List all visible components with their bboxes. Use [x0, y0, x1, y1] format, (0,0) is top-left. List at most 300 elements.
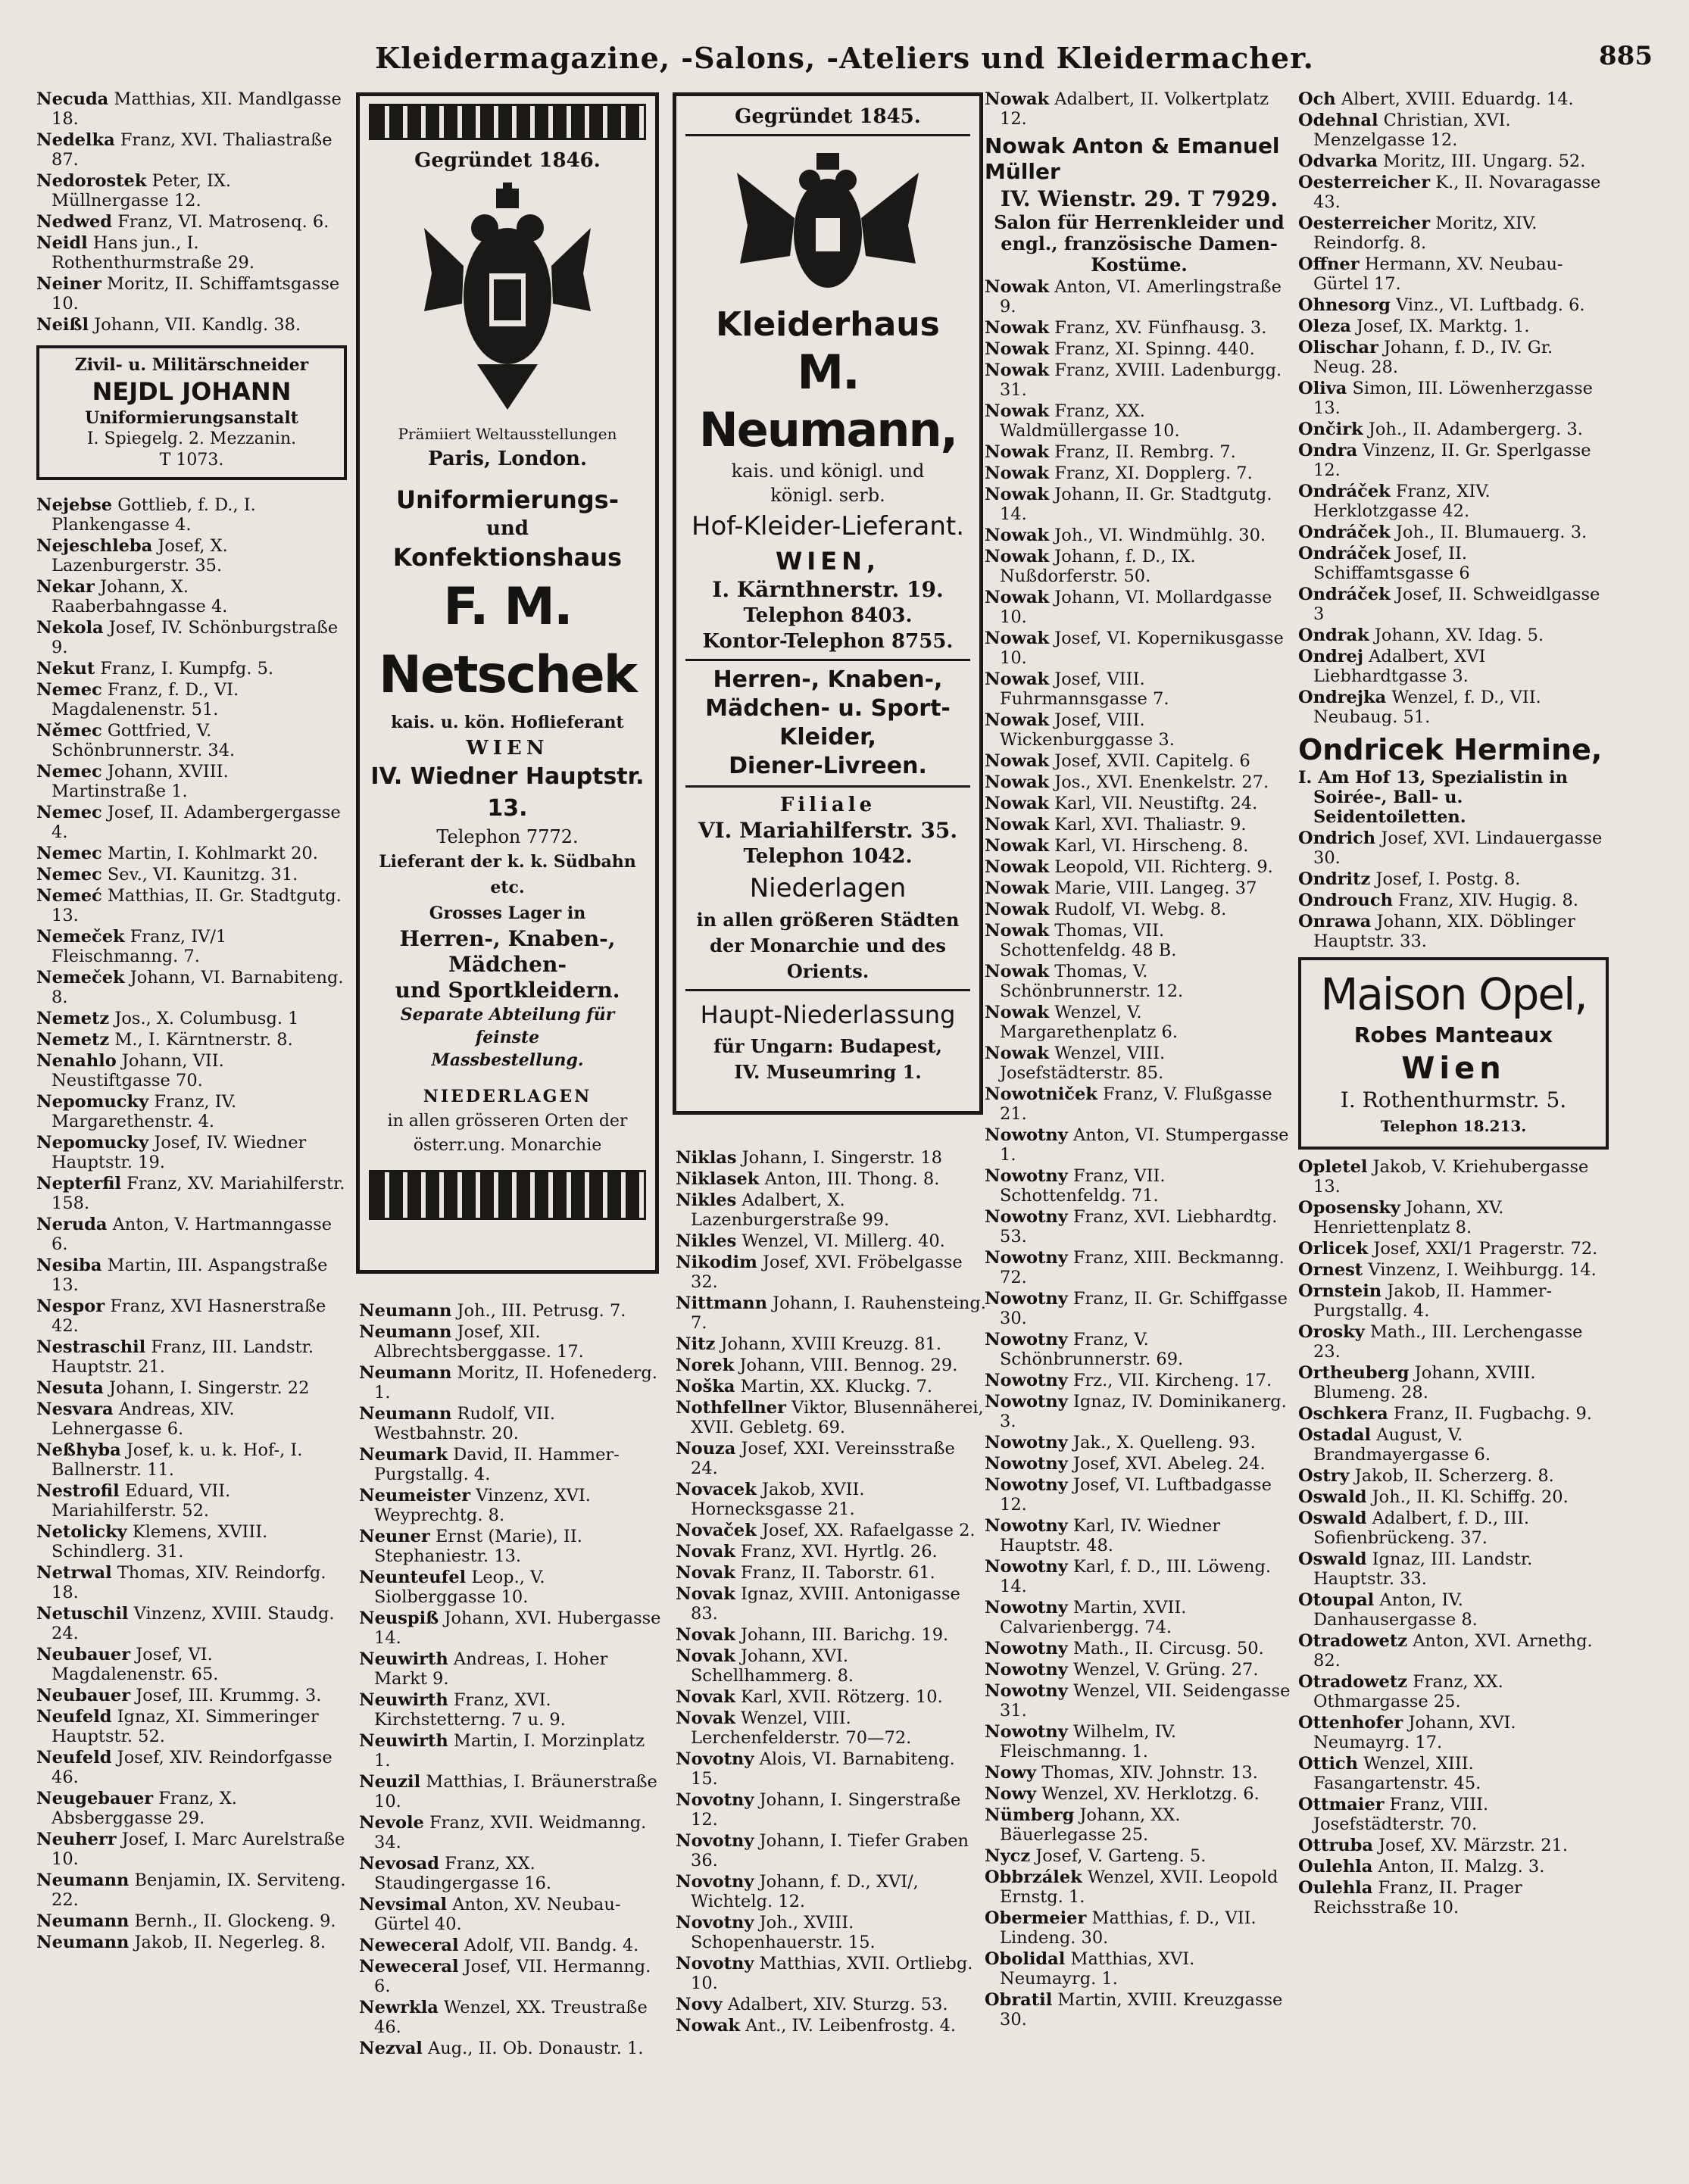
- list-item: [676, 1625, 986, 1645]
- entry-details: Joh., III. Petrusg. 7.: [457, 1301, 626, 1321]
- list-item: [1298, 254, 1609, 294]
- column-1: [36, 89, 347, 2164]
- list-item: [985, 794, 1294, 813]
- entry-surname: Neunteufel: [359, 1568, 467, 1587]
- list-item: [1298, 1631, 1609, 1671]
- entry-details: Franz, VII. Schottenfeldg. 71.: [1000, 1166, 1166, 1206]
- list-item: [985, 1949, 1294, 1989]
- entry-surname: Nenahlo: [36, 1051, 117, 1071]
- list-item: [676, 1293, 986, 1333]
- list-item: [985, 1990, 1294, 2030]
- ondricek-name: Ondricek Hermine,: [1298, 733, 1603, 766]
- list-item: [1298, 1157, 1609, 1197]
- entry-details: Andreas, I. Hoher Markt 9.: [374, 1649, 608, 1689]
- entry-surname: Nowotny: [985, 1207, 1068, 1227]
- entry-details: Thomas, XIV. Reindorfg. 18.: [52, 1563, 326, 1602]
- list-item: [985, 751, 1294, 771]
- entry-details: Franz, V. Schönbrunnerstr. 69.: [1000, 1330, 1184, 1369]
- list-item: [36, 659, 347, 679]
- entry-surname: Nowy: [985, 1763, 1037, 1783]
- list-item: [36, 1009, 347, 1028]
- list-item: [985, 1846, 1294, 1866]
- entry-surname: Nouza: [676, 1439, 736, 1459]
- entry-details: Jakob, II. Negerleg. 8.: [134, 1933, 326, 1952]
- entry-surname: Nedwed: [36, 212, 113, 232]
- entry-surname: Nepomucky: [36, 1092, 149, 1112]
- list-item: [1298, 111, 1609, 150]
- list-item: [36, 886, 347, 925]
- list-item: [985, 588, 1294, 627]
- list-item: [359, 1322, 662, 1362]
- list-item: [1298, 338, 1609, 377]
- list-item: [985, 1660, 1294, 1680]
- entry-details: Gottfried, V. Schönbrunnerstr. 34.: [52, 721, 236, 760]
- neumann-line3: königl. serb.: [770, 485, 885, 506]
- entry-details: Johann, XVIII. Blumeng. 28.: [1313, 1363, 1536, 1402]
- entry-surname: Nowak: [985, 1044, 1050, 1063]
- netschek-founded: Gegründet 1846.: [414, 149, 601, 172]
- list-item: [1298, 89, 1609, 109]
- netschek-line13: österr.ung. Monarchie: [413, 1136, 602, 1155]
- double-eagle-icon: [424, 183, 591, 410]
- list-item: [36, 927, 347, 966]
- entry-surname: Neumann: [36, 1911, 130, 1931]
- entry-details: Ignaz, IV. Dominikanerg. 3.: [1000, 1392, 1287, 1431]
- entry-details: Ignaz, XVIII. Antonigasse 83.: [691, 1584, 960, 1624]
- entry-surname: Obolidal: [985, 1949, 1066, 1969]
- entry-surname: Oswald: [1298, 1509, 1367, 1528]
- list-item: [985, 1639, 1294, 1658]
- list-item: [359, 1445, 662, 1484]
- entry-surname: Oulehla: [1298, 1878, 1373, 1898]
- netschek-line7: Herren-, Knaben-, Mädchen-: [399, 926, 616, 977]
- list-item: [359, 1936, 662, 1955]
- netschek-phone: Telephon 7772.: [436, 826, 579, 847]
- entry-details: Josef, XII. Albrechtsberggasse. 17.: [374, 1322, 584, 1362]
- entry-details: Vinzenz, XVIII. Staudg. 24.: [52, 1604, 335, 1643]
- entry-details: Josef, VI. Luftbadgasse 12.: [1000, 1475, 1272, 1515]
- entry-details: Klemens, XVIII. Schindlerg. 31.: [52, 1522, 268, 1562]
- list-item: [359, 1731, 662, 1771]
- list-item: [676, 1190, 986, 1230]
- entry-details: Johann, VIII. Bennog. 29.: [739, 1356, 958, 1375]
- entry-surname: Neiner: [36, 274, 101, 294]
- entry-details: Josef, VIII. Fuhrmannsgasse 7.: [1000, 669, 1169, 709]
- entry-surname: Ostadal: [1298, 1425, 1372, 1445]
- entry-surname: Nowotny: [985, 1660, 1068, 1680]
- entry-surname: Neumann: [359, 1404, 452, 1424]
- neumann-line4: Hof-Kleider-Lieferant.: [691, 511, 965, 541]
- list-item: [36, 1296, 347, 1336]
- entry-surname: Obbrzálek: [985, 1867, 1082, 1887]
- entry-surname: Nesvara: [36, 1399, 114, 1419]
- list-item: [359, 1998, 662, 2037]
- entry-surname: Novak: [676, 1646, 735, 1666]
- entry-surname: Nittmann: [676, 1293, 768, 1313]
- entry-details: Franz, XVI. Liebhardtg. 53.: [1000, 1207, 1278, 1246]
- entry-details: Wenzel, XX. Treustraße 46.: [374, 1998, 648, 2037]
- entry-surname: Nowy: [985, 1784, 1037, 1804]
- entry-surname: Offner: [1298, 254, 1360, 274]
- entry-surname: Neuherr: [36, 1830, 117, 1849]
- list-item: [676, 1872, 986, 1911]
- opel-sub: Robes Manteaux: [1353, 1022, 1553, 1047]
- list-item: [1298, 523, 1609, 542]
- entry-details: Franz, III. Landstr. Hauptstr. 21.: [52, 1337, 314, 1377]
- entry-surname: Netolicky: [36, 1522, 127, 1542]
- neumann-name: M. Neumann,: [698, 345, 957, 457]
- list-item: [1298, 1239, 1609, 1259]
- list-item: [1298, 1198, 1609, 1237]
- entry-surname: Neumann: [359, 1322, 452, 1342]
- list-item: [1298, 1836, 1609, 1855]
- list-item: [36, 212, 347, 232]
- entry-surname: Ondrouch: [1298, 891, 1393, 910]
- entry-surname: Nezval: [359, 2039, 423, 2058]
- entry-surname: Oschkera: [1298, 1404, 1388, 1424]
- entry-surname: Newrkla: [359, 1998, 439, 2017]
- list-item: [36, 1256, 347, 1295]
- entry-details: Josef, XV. Märzstr. 21.: [1378, 1836, 1568, 1855]
- list-item: [676, 1398, 986, 1437]
- entry-details: Gottlieb, f. D., I. Plankengasse 4.: [52, 495, 256, 535]
- entry-details: Adalbert, XVI Liebhardtgasse 3.: [1313, 647, 1486, 686]
- list-item: [676, 1831, 986, 1870]
- entry-surname: Olischar: [1298, 338, 1378, 357]
- entry-surname: Orlicek: [1298, 1239, 1369, 1259]
- entry-surname: Nespor: [36, 1296, 105, 1316]
- entry-details: Franz, XVII. Weidmanng. 34.: [374, 1813, 647, 1852]
- list-item: [36, 495, 347, 535]
- list-item: [1298, 544, 1609, 583]
- entry-details: Johann, XIX. Döblinger Hauptstr. 33.: [1313, 912, 1575, 951]
- list-item: [359, 1957, 662, 1996]
- list-item: [1298, 688, 1609, 727]
- list-item: [36, 1174, 347, 1213]
- list-item: [36, 1830, 347, 1869]
- entry-details: Moritz, XIV. Reindorfg. 8.: [1313, 214, 1538, 253]
- entry-details: Josef, IX. Marktg. 1.: [1356, 317, 1530, 336]
- list-item: [36, 1133, 347, 1172]
- entry-details: Franz, II. Rembrg. 7.: [1054, 442, 1236, 462]
- list-item: [985, 1598, 1294, 1637]
- entry-details: Karl, IV. Wiedner Hauptstr. 48.: [1000, 1516, 1221, 1555]
- nejdl-ad-line4: I. Spiegelg. 2. Mezzanin.: [86, 429, 297, 448]
- entry-surname: Necuda: [36, 89, 109, 109]
- list-item: [36, 89, 347, 129]
- list-item: [985, 1784, 1294, 1804]
- entry-details: K., II. Novaragasse 43.: [1313, 173, 1601, 212]
- entry-details: Thomas, VII. Schottenfeldg. 48 B.: [1000, 921, 1177, 960]
- list-item: [36, 1789, 347, 1828]
- entry-surname: Ornstein: [1298, 1281, 1382, 1301]
- list-item: [985, 401, 1294, 441]
- entry-details: Johann, X. Raaberbahngasse 4.: [52, 577, 228, 616]
- list-item: [676, 1790, 986, 1830]
- entry-surname: Ondrak: [1298, 626, 1369, 645]
- list-item: [985, 1475, 1294, 1515]
- netschek-address: IV. Wiedner Hauptstr. 13.: [370, 763, 645, 822]
- entry-details: Jak., X. Quelleng. 93.: [1072, 1433, 1256, 1452]
- entry-surname: Nikles: [676, 1231, 737, 1251]
- list-item: [676, 1563, 986, 1583]
- list-item: [985, 1867, 1294, 1907]
- list-item: [1298, 626, 1609, 645]
- netschek-line1: Uniformierungs-: [395, 485, 619, 514]
- entry-details: Josef, II. Schiffamtsgasse 6: [1313, 544, 1470, 583]
- list-item: [1298, 295, 1609, 315]
- page-title: Kleidermagazine, -Salons, -Ateliers und Kleidermacher.: [375, 41, 1314, 75]
- neumann-ad: [673, 92, 983, 1115]
- entry-surname: Nesiba: [36, 1256, 102, 1275]
- entry-surname: Nikodim: [676, 1253, 757, 1272]
- entry-details: Matthias, II. Gr. Stadtgutg. 13.: [52, 886, 342, 925]
- list-item: [985, 669, 1294, 709]
- entry-surname: Neuwirth: [359, 1690, 448, 1710]
- netschek-line11: NIEDERLAGEN: [423, 1087, 592, 1106]
- entry-details: Franz, V. Flußgasse 21.: [1000, 1084, 1272, 1124]
- list-item: [1298, 1466, 1609, 1486]
- entry-surname: Nesuta: [36, 1378, 104, 1398]
- neumann-founded: Gegründet 1845.: [735, 105, 921, 128]
- entry-surname: Neufeld: [36, 1748, 112, 1767]
- list-item: [676, 2016, 986, 2036]
- neumann-line9: Filiale: [779, 794, 876, 816]
- entry-surname: Ondráček: [1298, 544, 1391, 563]
- entry-surname: Novotny: [676, 1831, 754, 1851]
- entry-details: Johann, VI. Mollardgasse 10.: [1000, 588, 1272, 627]
- entry-surname: Neumann: [36, 1870, 130, 1890]
- netschek-name: F. M. Netschek: [378, 577, 637, 705]
- entry-surname: Nowotny: [985, 1166, 1068, 1186]
- entry-details: Aug., II. Ob. Donaustr. 1.: [428, 2039, 644, 2058]
- entry-surname: Nowak: [985, 710, 1050, 730]
- entry-details: Josef, XVI. Lindauergasse 30.: [1313, 828, 1603, 868]
- entry-details: Wenzel, VI. Millerg. 40.: [741, 1231, 945, 1251]
- entry-details: Jakob, II. Hammer-Purgstallg. 4.: [1313, 1281, 1553, 1321]
- entry-surname: Ondritz: [1298, 869, 1371, 889]
- list-item: [36, 1030, 347, 1050]
- list-item: [985, 710, 1294, 750]
- entry-surname: Nevosad: [359, 1854, 439, 1874]
- netschek-ad: [356, 92, 659, 1274]
- entry-surname: Nemec: [36, 865, 102, 885]
- entry-surname: Neumann: [359, 1363, 452, 1383]
- ornament-band-top: [369, 104, 646, 140]
- entry-details: Johann, VII. Neustiftgasse 70.: [52, 1051, 224, 1090]
- neumann-line7: Kleider,: [779, 724, 876, 750]
- list-item: [676, 1646, 986, 1686]
- entry-surname: Nowotny: [985, 1516, 1068, 1536]
- entry-surname: Novak: [676, 1584, 735, 1604]
- entry-details: Johann, XV. Idag. 5.: [1374, 626, 1544, 645]
- entry-details: M., I. Kärntnerstr. 8.: [114, 1030, 293, 1050]
- entry-surname: Nowotny: [985, 1681, 1068, 1701]
- entry-surname: Neufeld: [36, 1707, 112, 1727]
- entry-surname: Nowotniček: [985, 1084, 1097, 1104]
- list-item: [36, 171, 347, 211]
- list-item: [36, 1748, 347, 1787]
- entry-details: Johann, XVIII Kreuzg. 81.: [720, 1334, 942, 1354]
- entry-surname: Novak: [676, 1687, 735, 1707]
- list-item: [985, 485, 1294, 524]
- entry-details: Jos., XVI. Enenkelstr. 27.: [1054, 772, 1269, 792]
- entry-details: Matthias, XII. Mandlgasse 18.: [52, 89, 342, 129]
- list-item: [359, 1649, 662, 1689]
- entry-surname: Nemec: [36, 680, 102, 700]
- list-item: [676, 1708, 986, 1748]
- entry-surname: Nedelka: [36, 130, 115, 150]
- list-item: [1298, 1260, 1609, 1280]
- entry-details: Matthias, XVII. Ortliebg. 10.: [691, 1954, 973, 1993]
- entry-details: Wenzel, V. Margarethenplatz 6.: [1000, 1003, 1178, 1042]
- entry-details: Ernst (Marie), II. Stephaniestr. 13.: [374, 1527, 582, 1566]
- list-item: [36, 762, 347, 801]
- entry-details: Franz, IV/1 Fleischmanng. 7.: [52, 927, 227, 966]
- list-item: [1298, 1322, 1609, 1362]
- list-item: [1298, 379, 1609, 418]
- entry-surname: Nowotny: [985, 1330, 1068, 1349]
- col1-top-list: [36, 89, 347, 335]
- entry-surname: Nowak: [985, 485, 1050, 504]
- entry-surname: Nedorostek: [36, 171, 147, 191]
- entry-surname: Oulehla: [1298, 1857, 1373, 1877]
- entry-surname: Nowak: [985, 277, 1050, 297]
- entry-surname: Nevole: [359, 1813, 424, 1833]
- entry-surname: Nowak: [985, 836, 1050, 856]
- entry-surname: Ondráček: [1298, 585, 1391, 604]
- entry-details: Martin, XVII. Calvarienbergg. 74.: [1000, 1598, 1187, 1637]
- entry-details: Joh., II. Kl. Schiffg. 20.: [1372, 1487, 1569, 1507]
- entry-details: Johann, I. Singerstraße 12.: [691, 1790, 961, 1830]
- entry-details: Franz, X. Absberggasse 29.: [52, 1789, 237, 1828]
- entry-details: Anton, II. Malzg. 3.: [1378, 1857, 1545, 1877]
- entry-details: Thomas, XIV. Johnstr. 13.: [1041, 1763, 1258, 1783]
- entry-details: Johann, XVI. Hubergasse 14.: [374, 1608, 661, 1648]
- entry-surname: Neruda: [36, 1215, 108, 1234]
- entry-surname: Ostry: [1298, 1466, 1350, 1486]
- entry-surname: Nowak: [985, 526, 1050, 545]
- entry-surname: Nowak: [985, 857, 1050, 877]
- netschek-line12: in allen grösseren Orten der: [387, 1112, 628, 1131]
- entry-surname: Niklasek: [676, 1169, 760, 1189]
- entry-details: Josef, XXI. Vereinsstraße 24.: [691, 1439, 955, 1478]
- entry-surname: Neumeister: [359, 1486, 471, 1505]
- entry-details: Johann, f. D., IX. Nußdorferstr. 50.: [1000, 547, 1196, 586]
- list-item: [1298, 1857, 1609, 1877]
- netschek-expo2: Paris, London.: [427, 448, 588, 470]
- entry-surname: Nowak: [985, 900, 1050, 919]
- netschek-line2: und: [486, 517, 529, 540]
- entry-details: Josef, XVI. Fröbelgasse 32.: [691, 1253, 963, 1292]
- entry-details: Christian, XVI. Menzelgasse 12.: [1313, 111, 1511, 150]
- entry-details: Franz, XIII. Beckmanng. 72.: [1000, 1248, 1285, 1287]
- entry-details: Ignaz, III. Landstr. Hauptstr. 33.: [1313, 1549, 1533, 1589]
- entry-surname: Nowak: [985, 772, 1050, 792]
- entry-details: Johann, XX. Bäuerlegasse 25.: [1000, 1805, 1181, 1845]
- entry-surname: Nowak: [985, 360, 1050, 380]
- entry-surname: Nemec: [36, 844, 102, 863]
- entry-details: Adalbert, f. D., III. Sofienbrückeng. 37.: [1313, 1509, 1530, 1548]
- list-item: [985, 1125, 1294, 1165]
- entry-surname: Neugebauer: [36, 1789, 154, 1808]
- list-item: [36, 680, 347, 719]
- entry-surname: Ornest: [1298, 1260, 1363, 1280]
- entry-details: Franz, II. Taborstr. 61.: [740, 1563, 935, 1583]
- list-item: [985, 878, 1294, 898]
- entry-surname: Nowotny: [985, 1557, 1068, 1577]
- list-item: [676, 1253, 986, 1292]
- entry-details: Franz, XVI. Kirchstetterng. 7 u. 9.: [374, 1690, 566, 1730]
- list-item: [985, 1207, 1294, 1246]
- netschek-line4: kais. u. kön. Hoflieferant: [391, 713, 624, 732]
- entry-surname: Nowak: [985, 547, 1050, 566]
- entry-details: Matthias, XVI. Neumayrg. 1.: [1000, 1949, 1195, 1989]
- entry-surname: Němec: [36, 721, 102, 741]
- entry-surname: Ottmaier: [1298, 1795, 1385, 1814]
- entry-surname: Neumann: [36, 1933, 130, 1952]
- entry-details: Franz, XIV. Hugig. 8.: [1398, 891, 1578, 910]
- nejdl-ad-line3: Uniformierungsanstalt: [85, 408, 298, 428]
- list-item: [36, 233, 347, 273]
- entry-details: Josef, XX. Rafaelgasse 2.: [762, 1521, 976, 1540]
- neumann-line6: Mädchen- u. Sport-: [705, 695, 951, 722]
- list-item: [36, 274, 347, 314]
- entry-details: Martin, XX. Kluckg. 7.: [740, 1377, 933, 1396]
- netschek-city: WIEN: [466, 737, 549, 760]
- entry-details: Johann, VII. Kandlg. 38.: [94, 315, 301, 335]
- entry-surname: Ondrich: [1298, 828, 1376, 848]
- list-item: [359, 1895, 662, 1934]
- entry-details: Josef, k. u. k. Hof-, I. Ballnerstr. 11.: [52, 1440, 303, 1480]
- list-item: [676, 1995, 986, 2014]
- list-item: [985, 547, 1294, 586]
- list-item: [36, 721, 347, 760]
- entry-surname: Novotny: [676, 1749, 754, 1769]
- entry-details: Eduard, VII. Mariahilferstr. 52.: [52, 1481, 231, 1521]
- ondricek-text: I. Am Hof 13, Spezialistin in Soirée-, Ball- u. Seidentoiletten.: [1298, 768, 1569, 827]
- list-item: [985, 360, 1294, 400]
- entry-details: Simon, III. Löwenherzgasse 13.: [1313, 379, 1593, 418]
- entry-details: Adalbert, X. Lazenburgerstraße 99.: [691, 1190, 890, 1230]
- list-item: [36, 1522, 347, 1562]
- entry-surname: Nevsimal: [359, 1895, 448, 1914]
- list-item: [985, 1722, 1294, 1761]
- netschek-line6: Grosses Lager in: [429, 903, 586, 923]
- netschek-expo1: Prämiiert Weltausstellungen: [398, 425, 617, 443]
- entry-details: Anton, XVI. Arnethg. 82.: [1313, 1631, 1593, 1671]
- entry-surname: Ondrejka: [1298, 688, 1387, 707]
- entry-surname: Obermeier: [985, 1908, 1087, 1928]
- list-item: [1298, 1549, 1609, 1589]
- entry-details: Hermann, XV. Neubau-Gürtel 17.: [1313, 254, 1563, 294]
- entry-details: Vinzenz, II. Gr. Sperlgasse 12.: [1313, 441, 1591, 480]
- entry-details: Wenzel, VIII. Josefstädterstr. 85.: [1000, 1044, 1166, 1083]
- list-item: [1298, 1487, 1609, 1507]
- entry-surname: Obratil: [985, 1990, 1053, 2010]
- entry-surname: Nekut: [36, 659, 95, 679]
- entry-surname: Ondráček: [1298, 482, 1391, 501]
- list-item: [36, 1378, 347, 1398]
- entry-details: Martin, I. Kohlmarkt 20.: [107, 844, 318, 863]
- entry-details: Johann, VI. Barnabiteng. 8.: [52, 968, 344, 1007]
- netschek-line8: und Sportkleidern.: [395, 978, 620, 1003]
- entry-surname: Ottenhofer: [1298, 1713, 1403, 1733]
- entry-surname: Nowotny: [985, 1433, 1068, 1452]
- list-item: [676, 1521, 986, 1540]
- list-item: [1298, 1672, 1609, 1711]
- netschek-line5: Lieferant der k. k. Südbahn etc.: [379, 852, 636, 897]
